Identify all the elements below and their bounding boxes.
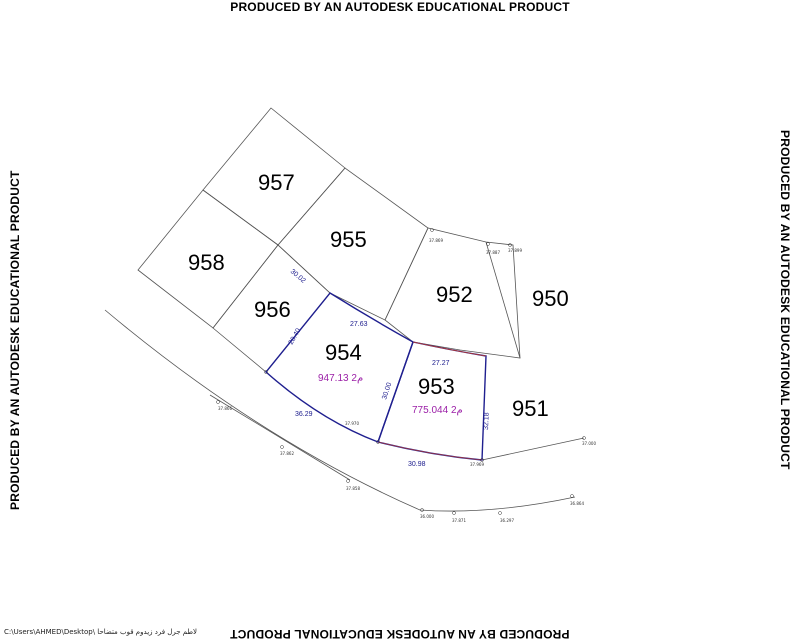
watermark-right: PRODUCED BY AN AUTODESK EDUCATIONAL PRODUCT [778,130,792,470]
dim-label-5: 27.27 [432,360,450,367]
parcel-label-952: 952 [436,282,473,307]
point-label-1: 37.869 [429,238,443,243]
parcel-label-951: 951 [512,396,549,421]
watermark-bottom: PRODUCED BY AN AUTODESK EDUCATIONAL PRODUCT [230,627,570,641]
dim-label-8: 30.98 [408,461,426,468]
point-label-11: 37.000 [582,441,596,446]
dim-label-6: 32.18 [483,412,491,431]
area-label-954: 947.13 م2 [318,373,364,384]
parcel-950-edge [486,242,520,358]
watermark-top: PRODUCED BY AN AUTODESK EDUCATIONAL PRODUCT [230,0,570,14]
parcel-label-956: 956 [254,297,291,322]
parcel-label-957: 957 [258,170,295,195]
point-label-6: 37.858 [346,486,360,491]
parcel-951-edge [482,438,584,460]
point-label-13: 37.969 [470,462,484,467]
parcel-label-953: 953 [418,374,455,399]
point-label-9: 36.297 [500,518,514,523]
dim-label-7: 36.29 [295,411,313,418]
point-label-3: 37.899 [508,248,522,253]
survey-markers [217,229,586,515]
dim-label-4: 30.00 [381,381,394,401]
parcel-outlines [105,108,584,511]
file-path: C:\Users\AHMED\Desktop\ لاطم جرل فرد زيدوم قوب متضاحا [4,628,198,636]
parcel-label-954: 954 [325,340,362,365]
watermark-left: PRODUCED BY AN AUTODESK EDUCATIONAL PRODUCT [8,170,22,510]
parcel-label-955: 955 [330,227,367,252]
point-label-10: 36.864 [570,501,584,506]
red-boundary-arc-bottom [378,442,482,460]
point-label-4: 37.866 [218,406,232,411]
point-label-5: 37.862 [280,451,294,456]
dim-label-2: 27.63 [350,321,368,328]
area-label-953: 775.044 م2 [412,405,463,416]
parcel-label-950: 950 [532,286,569,311]
point-label-2: 37.887 [486,250,500,255]
point-label-12: 37.970 [345,421,359,426]
point-label-8: 37.871 [452,518,466,523]
point-label-7: 36.000 [420,514,434,519]
dim-label-1: 30.02 [288,268,307,285]
parcel-label-958: 958 [188,250,225,275]
dim-label-3: 20.40 [287,327,303,346]
